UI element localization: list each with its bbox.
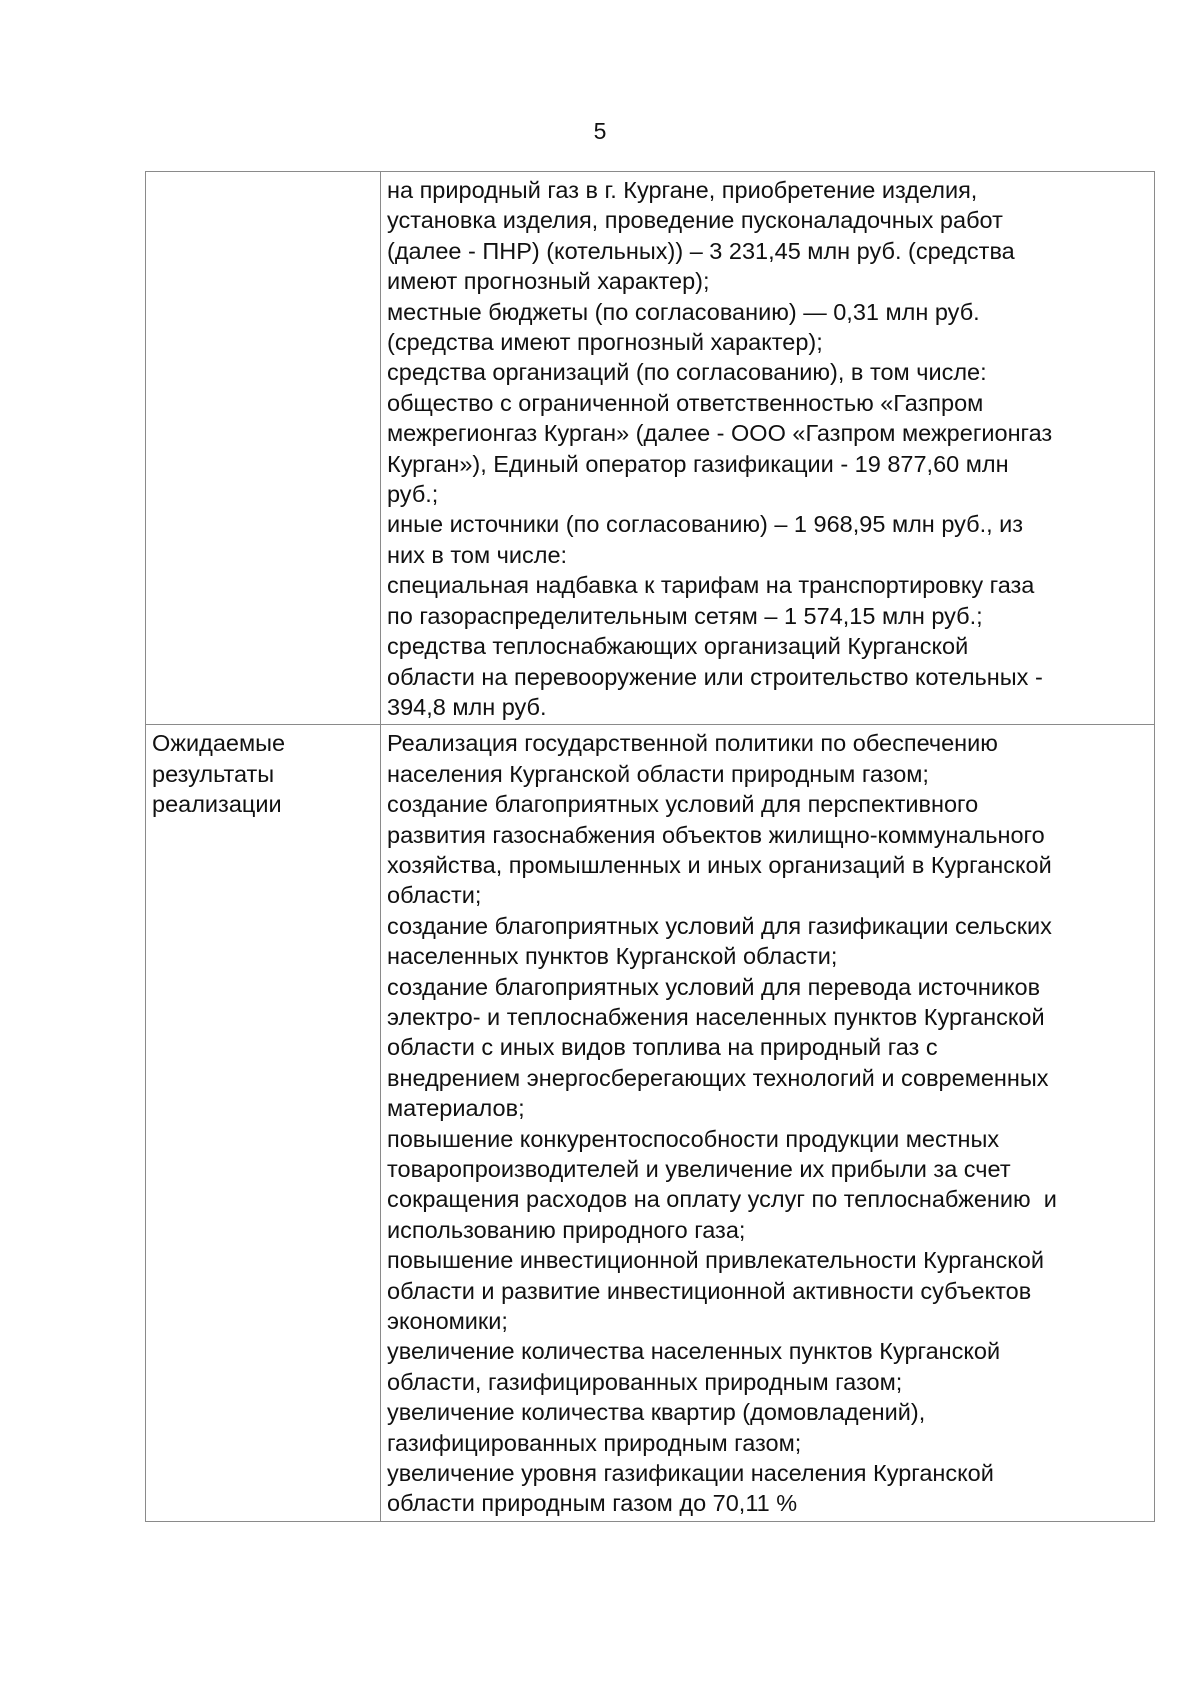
- row-label-line: Ожидаемые: [152, 730, 286, 757]
- row-text-line: области, газифицированных природным газом;: [387, 1368, 903, 1395]
- row-text-line: имеют прогнозный характер);: [387, 268, 710, 295]
- row-text-line: электро- и теплоснабжения населенных пунктов Курганской: [387, 1003, 1045, 1030]
- row-text-line: увеличение уровня газификации населения Курганской: [387, 1460, 994, 1487]
- row-text-line: сокращения расходов на оплату услуг по теплоснабжению и: [387, 1186, 1057, 1213]
- row-text-line: области;: [387, 882, 482, 909]
- row-text-line: средства теплоснабжающих организаций Курганской: [387, 633, 969, 660]
- row-text-line: местные бюджеты (по согласованию) — 0,31 млн руб.: [387, 298, 980, 325]
- row-text-line: газифицированных природным газом;: [387, 1429, 802, 1456]
- row-text-line: области природным газом до 70,11 %: [387, 1490, 798, 1517]
- row-text-line: населенных пунктов Курганской области;: [387, 943, 838, 970]
- row-label-cell: [146, 172, 381, 725]
- row-text-line: Реализация государственной политики по обеспечению: [387, 730, 998, 757]
- row-text-line: увеличение количества населенных пунктов Курганской: [387, 1338, 1001, 1365]
- row-text-line: повышение инвестиционной привлекательности Курганской: [387, 1247, 1044, 1274]
- row-text-line: (далее - ПНР) (котельных)) – 3 231,45 млн руб. (средства: [387, 237, 1015, 264]
- row-text-line: создание благоприятных условий для перевода источников: [387, 973, 1041, 1000]
- row-text-line: по газораспределительным сетям – 1 574,15 млн руб.;: [387, 602, 983, 629]
- row-text-line: развития газоснабжения объектов жилищно-коммунального: [387, 821, 1045, 848]
- row-text-line: создание благоприятных условий для перспективного: [387, 791, 979, 818]
- row-text-line: области и развитие инвестиционной активности субъектов: [387, 1277, 1032, 1304]
- row-text-line: 394,8 млн руб.: [387, 693, 547, 720]
- row-content-cell: [381, 172, 1155, 725]
- row-text-line: хозяйства, промышленных и иных организаций в Курганской: [387, 851, 1052, 878]
- row-text-line: области на перевооружение или строительство котельных -: [387, 663, 1043, 690]
- row-text-line: (средства имеют прогнозный характер);: [387, 329, 823, 356]
- row-text-line: товаропроизводителей и увеличение их прибыли за счет: [387, 1156, 1011, 1182]
- row-content-cell: [381, 725, 1155, 1522]
- program-passport-table: [145, 171, 1155, 1522]
- row-text-line: внедрением энергосберегающих технологий и современных: [387, 1064, 1049, 1091]
- row-text-line: установка изделия, проведение пусконаладочных работ: [387, 207, 1003, 234]
- row-text-line: средства организаций (по согласованию), в том числе:: [387, 359, 987, 386]
- table-row-expected-results: [146, 725, 1155, 1522]
- row-text-line: повышение конкурентоспособности продукции местных: [387, 1125, 1000, 1152]
- row-text-line: использованию природного газа;: [387, 1216, 746, 1243]
- row-text-line: руб.;: [387, 481, 439, 508]
- row-text-line: них в том числе:: [387, 541, 568, 568]
- row-text-line: экономики;: [387, 1308, 508, 1335]
- row-text-line: Курган»), Единый оператор газификации - 19 877,60 млн: [387, 450, 1009, 477]
- page-number: 5: [593, 118, 607, 144]
- row-label-cell: [146, 725, 381, 1522]
- table-row-funding-continued: [146, 172, 1155, 725]
- row-label-line: реализации: [152, 791, 282, 818]
- row-text-line: иные источники (по согласованию) – 1 968,95 млн руб., из: [387, 511, 1024, 538]
- row-text-line: специальная надбавка к тарифам на транспортировку газа: [387, 572, 1035, 599]
- row-text-line: области с иных видов топлива на природный газ с: [387, 1034, 938, 1061]
- row-text-line: на природный газ в г. Кургане, приобретение изделия,: [387, 177, 978, 203]
- row-label-line: результаты: [152, 760, 275, 787]
- row-text-line: увеличение количества квартир (домовладений),: [387, 1399, 926, 1426]
- row-text-line: общество с ограниченной ответственностью «Газпром: [387, 389, 984, 416]
- row-text-line: материалов;: [387, 1095, 525, 1122]
- row-text-line: населения Курганской области природным газом;: [387, 760, 929, 787]
- row-text-line: межрегионгаз Курган» (далее - ООО «Газпром межрегионгаз: [387, 420, 1053, 447]
- row-text-line: создание благоприятных условий для газификации сельских: [387, 912, 1052, 939]
